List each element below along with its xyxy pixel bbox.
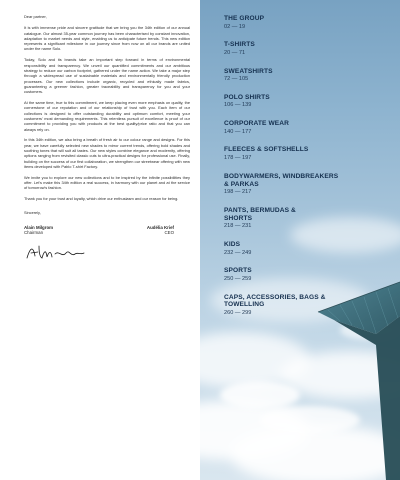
signatory-chairman (24, 225, 86, 262)
toc-page-range: 260 — 299 (224, 309, 252, 316)
toc-title: CAPS, ACCESSORIES, BAGS & TOWELLING (224, 293, 326, 309)
sky-photo-panel (200, 0, 400, 480)
letter-paragraph: At the same time, true to this commitment, we keep placing even more emphasis on quality, the cornerstone of our reputation and of our relationship of trust with you. Each item of our collections is designed to offer outstanding durability and optimum comfort, meeting your customers' most demanding requirements. This relentless pursuit of excellence is proof of our commitment to providing you with products at the best quality/price ratio and that you can always rely on. (24, 100, 190, 132)
toc-entry-bodywarmers[interactable] (224, 173, 344, 197)
letter-paragraph: We invite you to explore our new collections and to be inspired by the infinite possibilities they offer. Let's make this 34th edition a real success, in harmony with our planet and at the service of tomorrow's fashion. (24, 174, 190, 191)
toc-title: SWEATSHIRTS (224, 67, 273, 75)
toc-entry-the-group[interactable] (224, 15, 344, 31)
toc-title: SPORTS (224, 267, 252, 275)
table-of-contents (224, 15, 344, 328)
letter-greeting: Dear partner, (24, 14, 47, 19)
toc-page-range: 218 — 231 (224, 223, 252, 230)
toc-page-range: 106 — 139 (224, 102, 252, 109)
signatory-name: Audélia Krief (146, 224, 174, 230)
letter-paragraph: Today, Solo and its brands take an important step forward in terms of environmental responsibility and transparency. We unveil our quantified commitments and our ambitious strategy to reduce our carbon footprint, gathered under the name action. We take a major step through a widespread use of sustainable materials and environmentally friendly production processes. Our new collections include organic, recycled and ethically made fabrics, guaranteeing a greener fashion, greater traceability and transparency for you and your customers. (24, 57, 190, 95)
toc-entry-corporate-wear[interactable] (224, 120, 344, 136)
signatory-title: CEO (164, 230, 174, 236)
letter-closing: Sincerely, (24, 209, 41, 215)
signatures (24, 225, 190, 262)
signatory-ceo (147, 225, 190, 262)
toc-title: FLEECES & SOFTSHELLS (224, 146, 309, 154)
toc-entry-pants[interactable] (224, 207, 344, 231)
toc-page-range: 198 — 217 (224, 189, 252, 196)
letter-paragraph: Thank you for your trust and loyalty, which drive our enthusiasm and our reason for being. (24, 196, 179, 202)
signatory-title: Chairman (24, 230, 44, 236)
toc-entry-polo-shirts[interactable] (224, 94, 344, 110)
toc-page-range: 72 — 105 (224, 76, 249, 83)
toc-title: POLO SHIRTS (224, 93, 270, 101)
toc-page-range: 232 — 249 (224, 249, 252, 256)
toc-title: KIDS (224, 240, 241, 248)
toc-page-range: 02 — 19 (224, 23, 246, 30)
toc-title: BODYWARMERS, WINDBREAKERS & PARKAS (224, 172, 339, 188)
toc-entry-kids[interactable] (224, 241, 344, 257)
signatory-name: Alain Milgrom (24, 224, 54, 230)
toc-entry-caps-accessories[interactable] (224, 294, 344, 318)
toc-page-range: 140 — 177 (224, 128, 252, 135)
toc-page-range: 250 — 259 (224, 275, 252, 282)
toc-page-range: 20 — 71 (224, 49, 246, 56)
letter-paragraph: It is with immense pride and sincere gratitude that we bring you the 34th edition of our annual catalogue. Our almost 35-year common journey has been characterised by constant innovation, adaptation to market needs and style, enabling us to anticipate future trends. This new edition represents a significant milestone in our journey since from now on all our brands are united under the name Solo. (24, 25, 190, 52)
toc-entry-sweatshirts[interactable] (224, 68, 344, 84)
toc-title: PANTS, BERMUDAS & SHORTS (224, 206, 296, 222)
toc-entry-sports[interactable] (224, 267, 344, 283)
toc-entry-t-shirts[interactable] (224, 41, 344, 57)
toc-title: T-SHIRTS (224, 41, 255, 49)
letter-paragraph: In this 34th edition, we also bring a breath of fresh air to our colour range and designs. For this year, we have carefully selected new shades to mirror current trends, offering bold shades and soothing tones that will suit all tastes. Our new styles combine elegance and modernity, offering options ranging from revisited classic cuts to ultra-practical designs for professional use. Finally, building on the success of our first collaboration, we strengthen our streetwear offering with new items developed with Pablo T-shirt Factory. (24, 137, 190, 169)
toc-page-range: 178 — 197 (224, 155, 252, 162)
toc-title: CORPORATE WEAR (224, 120, 290, 128)
toc-title: THE GROUP (224, 15, 265, 22)
handwritten-signature (24, 242, 86, 262)
toc-entry-fleeces-softshells[interactable] (224, 146, 344, 162)
